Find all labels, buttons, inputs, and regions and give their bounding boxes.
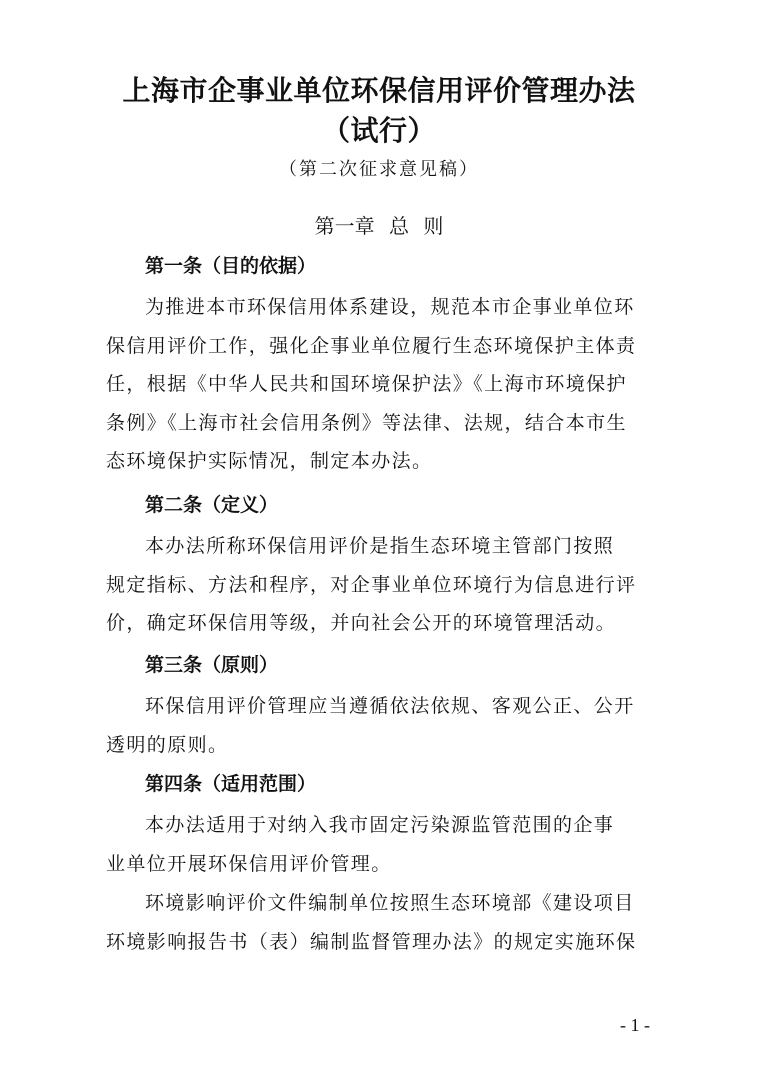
paragraph-line: 态环境保护实际情况，制定本办法。 <box>106 450 433 472</box>
article-heading: 第一条（目的依据） <box>145 255 317 277</box>
page-number: - 1 - <box>620 1015 650 1035</box>
article-paragraph <box>106 527 666 643</box>
paragraph-line: 环保信用评价管理应当遵循依法依规、客观公正、公开 <box>145 695 635 717</box>
paragraph-line: 透明的原则。 <box>106 733 229 756</box>
paragraph-line: 本办法适用于对纳入我市固定污染源监管范围的企事 <box>145 814 615 836</box>
draft-note: （第二次征求意见稿） <box>279 159 479 180</box>
paragraph-line: 价，确定环保信用等级，并向社会公开的环境管理活动。 <box>106 612 617 634</box>
chapter-name-2: 则 <box>423 214 444 238</box>
paragraph-line: 条例》《上海市社会信用条例》等法律、法规，结合本市生 <box>106 411 627 434</box>
chapter-number: 第一章 <box>314 214 375 238</box>
article-paragraph <box>106 806 666 883</box>
article-heading: 第三条（原则） <box>145 654 279 676</box>
article-paragraph <box>106 884 666 961</box>
document-title-suffix: （试行） <box>321 114 436 147</box>
article-heading: 第四条（适用范围） <box>145 773 317 795</box>
document-title: 上海市企事业单位环保信用评价管理办法 <box>122 74 636 107</box>
paragraph-line: 规定指标、方法和程序，对企事业单位环境行为信息进行评 <box>106 573 637 596</box>
paragraph-line: 保信用评价工作，强化企事业单位履行生态环境保护主体责 <box>106 334 637 357</box>
article-paragraph <box>106 288 666 481</box>
paragraph-line: 本办法所称环保信用评价是指生态环境主管部门按照 <box>145 535 615 557</box>
paragraph-line: 业单位开展环保信用评价管理。 <box>106 852 392 875</box>
chapter-name-1: 总 <box>389 214 409 238</box>
paragraph-line: 环境影响评价文件编制单位按照生态环境部《建设项目 <box>145 892 635 914</box>
article-heading: 第二条（定义） <box>145 494 279 516</box>
paragraph-line: 环境影响报告书（表）编制监督管理办法》的规定实施环保 <box>106 930 637 953</box>
article-paragraph <box>106 687 666 764</box>
paragraph-line: 为推进本市环保信用体系建设，规范本市企事业单位环 <box>145 296 635 318</box>
chapter-heading <box>0 212 758 240</box>
paragraph-line: 任，根据《中华人民共和国环境保护法》《上海市环境保护 <box>106 373 627 395</box>
